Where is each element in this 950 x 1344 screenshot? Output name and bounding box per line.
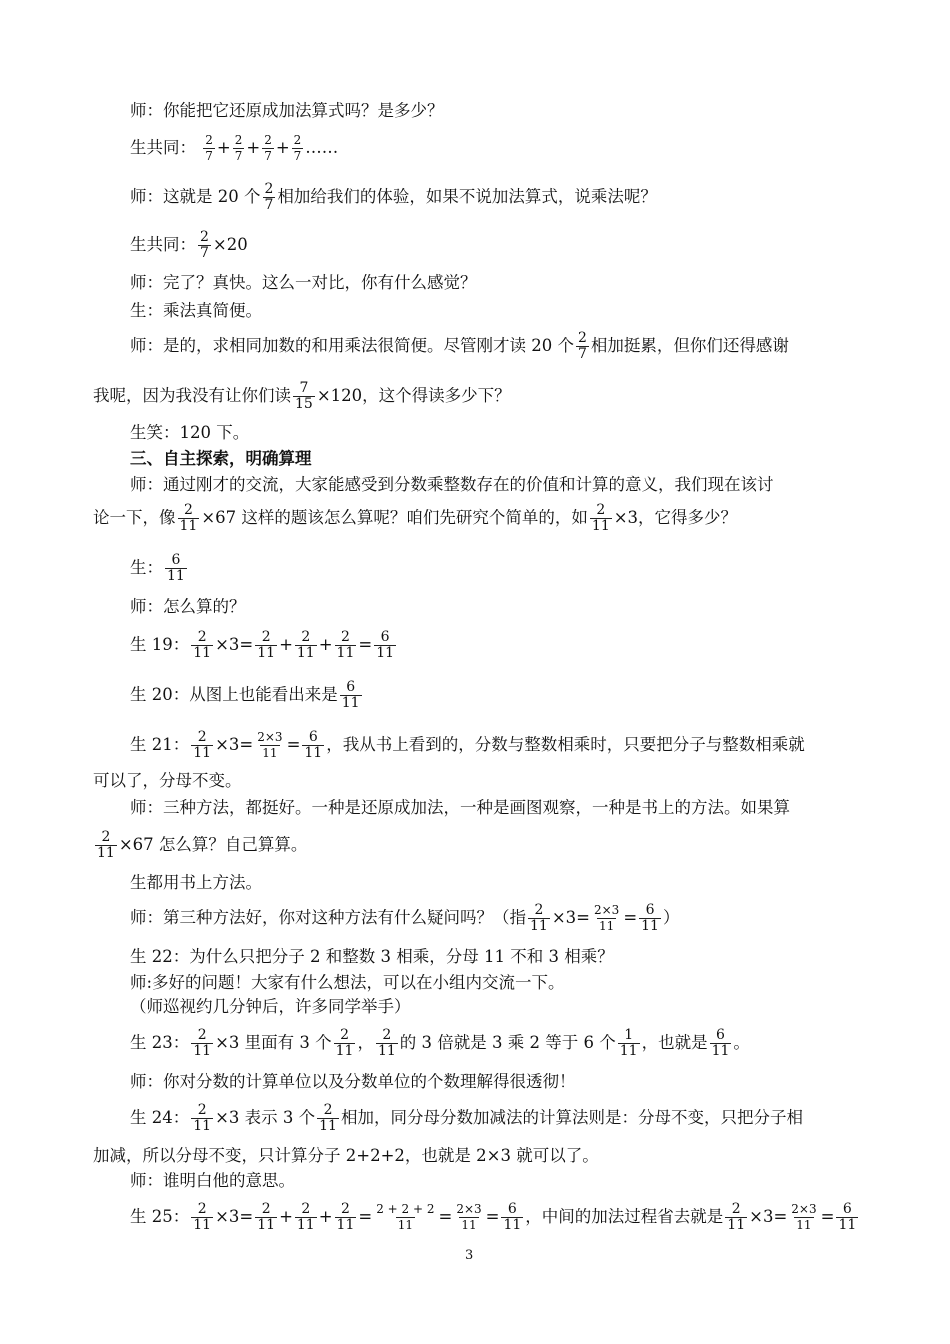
fraction: $\frac{2}{11}$: [296, 629, 315, 661]
line-5: 师：完了？真快。这么一对比，你有什么感觉？: [130, 273, 477, 292]
line-26: 师：你对分数的计算单位以及分数单位的个数理解得很透彻！: [130, 1072, 576, 1091]
fraction: $\frac{2\times 3}{11}$: [257, 730, 283, 760]
line-15: 生 20：从图上也能看出来是 $\frac{6}{11}$: [130, 679, 360, 711]
fraction: $\frac{2}{11}$: [727, 1201, 746, 1233]
fraction: $\frac{2}{11}$: [257, 1201, 276, 1233]
fraction: $\frac{2}{7}$: [200, 229, 209, 261]
line-28: 加减，所以分母不变，只计算分子 2+2+2，也就是 2×3 就可以了。: [93, 1146, 599, 1165]
fraction: $\frac{2}{11}$: [257, 629, 276, 661]
line-14: 生 19： $\frac{2}{11}$ ×3= $\frac{2}{11}$ + $\frac{2}{11}$ + $\frac{2}{11}$ = $\frac{6}{11}$: [130, 629, 395, 661]
fraction: $\frac{2}{11}$: [97, 829, 115, 861]
line-20: 生都用书上方法。: [130, 873, 262, 892]
fraction: $\frac{6}{11}$: [304, 729, 323, 761]
fraction: $\frac{2}{11}$: [336, 629, 355, 661]
fraction: $\frac{2}{7}$: [293, 133, 302, 163]
line-1: 师：你能把它还原成加法算式吗？是多少？: [130, 101, 444, 120]
fraction: $\frac{2}{11}$: [335, 1027, 354, 1059]
fraction: $\frac{2}{11}$: [319, 1102, 337, 1134]
section-heading: 三、自主探索，明确算理: [130, 449, 312, 468]
fraction: $\frac{2}{11}$: [296, 1201, 315, 1233]
fraction: $\frac{2}{11}$: [193, 729, 212, 761]
line-2: 生共同： $\frac{2}{7}$ + $\frac{2}{7}$ + $\frac{2}{7}$ + $\frac{2}{7}$ ……: [130, 133, 339, 163]
fraction: $\frac{2}{11}$: [591, 502, 610, 534]
line-22: 生 22：为什么只把分子 2 和整数 3 相乘，分母 11 不和 3 相乘？: [130, 947, 614, 966]
line-8: 我呢，因为我没有让你们读 $\frac{7}{15}$ ×120，这个得读多少下？: [93, 380, 511, 412]
line-4: 生共同： $\frac{2}{7}$ ×20: [130, 229, 248, 261]
fraction: $\frac{2}{7}$: [264, 133, 272, 163]
fraction: $\frac{2}{11}$: [193, 1027, 212, 1059]
fraction: $\frac{2}{11}$: [193, 629, 212, 661]
line-30: 生 25： $\frac{2}{11}$ ×3= $\frac{2}{11}$ + $\frac{2}{11}$ + $\frac{2}{11}$ = $\frac{2 + 2 + 2}{11}$ = $\frac{2\times 3}{11}$ = $\frac{6}{11}$ ，中间的加法过程省去就是 $\frac{2}{11}$ ×3= $\frac{2\times 3}{11}$ = $\frac{6}{11}$: [130, 1201, 857, 1233]
line-13: 师：怎么算的？: [130, 597, 246, 616]
line-19: $\frac{2}{11}$ ×67 怎么算？自己算算。: [97, 829, 308, 861]
line-24: （师巡视约几分钟后，许多同学举手）: [130, 997, 411, 1016]
fraction: $\frac{2}{11}$: [193, 1201, 212, 1233]
line-7: 师：是的，求相同加数的和用乘法很简便。尽管刚才读 20 个 $\frac{2}{7}$ 相加挺累，但你们还得感谢: [130, 330, 789, 362]
page-number: 3: [465, 1248, 474, 1263]
line-17: 可以了，分母不变。: [93, 771, 242, 790]
line-23: 师:多好的问题！大家有什么想法，可以在小组内交流一下。: [130, 973, 565, 992]
fraction: $\frac{2\times 3}{11}$: [791, 1202, 817, 1232]
fraction: $\frac{6}{11}$: [376, 629, 395, 661]
fraction: $\frac{2}{11}$: [193, 1102, 212, 1134]
fraction: $\frac{6}{11}$: [641, 902, 659, 934]
fraction: $\frac{6}{11}$: [167, 552, 185, 584]
line-11: 论一下，像 $\frac{2}{11}$ ×67 这样的题该怎么算呢？咱们先研究个简单的，如 $\frac{2}{11}$ ×3，它得多少？: [93, 502, 738, 534]
fraction: $\frac{6}{11}$: [341, 679, 360, 711]
fraction: $\frac{2\times 3}{11}$: [456, 1202, 482, 1232]
line-10: 师：通过刚才的交流，大家能感受到分数乘整数存在的价值和计算的意义，我们现在该讨: [130, 475, 774, 494]
fraction: $\frac{6}{11}$: [711, 1027, 730, 1059]
line-25: 生 23： $\frac{2}{11}$ ×3 里面有 3 个 $\frac{2}{11}$ ， $\frac{2}{11}$ 的 3 倍就是 3 乘 2 等于 6 个 $\frac{1}{11}$ ，也就是 $\frac{6}{11}$ 。: [130, 1027, 750, 1059]
fraction: $\frac{2}{11}$: [530, 902, 548, 934]
line-3: 师：这就是 20 个 $\frac{2}{7}$ 相加给我们的体验，如果不说加法算式，说乘法呢？: [130, 181, 657, 213]
fraction: $\frac{2}{7}$: [264, 181, 274, 213]
line-21: 师：第三种方法好，你对这种方法有什么疑问吗？（指 $\frac{2}{11}$ ×3= $\frac{2\times 3}{11}$ = $\frac{6}{11}$ ）: [130, 902, 680, 934]
fraction: $\frac{2}{11}$: [336, 1201, 355, 1233]
fraction: $\frac{7}{15}$: [295, 380, 313, 412]
speaker: 生共同：: [130, 138, 196, 157]
fraction: $\frac{2}{7}$: [578, 330, 587, 362]
fraction: $\frac{2\times 3}{11}$: [593, 903, 620, 933]
line-6: 生：乘法真简便。: [130, 301, 262, 320]
fraction: $\frac{2}{11}$: [377, 1027, 396, 1059]
line-27: 生 24： $\frac{2}{11}$ ×3 表示 3 个 $\frac{2}{11}$ 相加，同分母分数加减法的计算法则是：分母不变，只把分子相: [130, 1102, 803, 1134]
fraction: $\frac{2}{7}$: [234, 133, 243, 163]
line-16: 生 21： $\frac{2}{11}$ ×3= $\frac{2\times 3}{11}$ = $\frac{6}{11}$ ，我从书上看到的，分数与整数相乘时，只要把分子与整数相乘就: [130, 729, 805, 761]
fraction: $\frac{6}{11}$: [503, 1201, 522, 1233]
fraction: $\frac{2}{11}$: [179, 502, 198, 534]
fraction: $\frac{2 + 2 + 2}{11}$: [376, 1202, 435, 1232]
fraction: $\frac{2}{7}$: [205, 133, 213, 163]
line-9: 生笑：120 下。: [130, 423, 250, 442]
line-12: 生： $\frac{6}{11}$: [130, 552, 185, 584]
line-29: 师：谁明白他的意思。: [130, 1171, 295, 1190]
fraction: $\frac{1}{11}$: [619, 1027, 638, 1059]
fraction: $\frac{6}{11}$: [838, 1201, 857, 1233]
line-18: 师：三种方法，都挺好。一种是还原成加法，一种是画图观察，一种是书上的方法。如果算: [130, 798, 790, 817]
